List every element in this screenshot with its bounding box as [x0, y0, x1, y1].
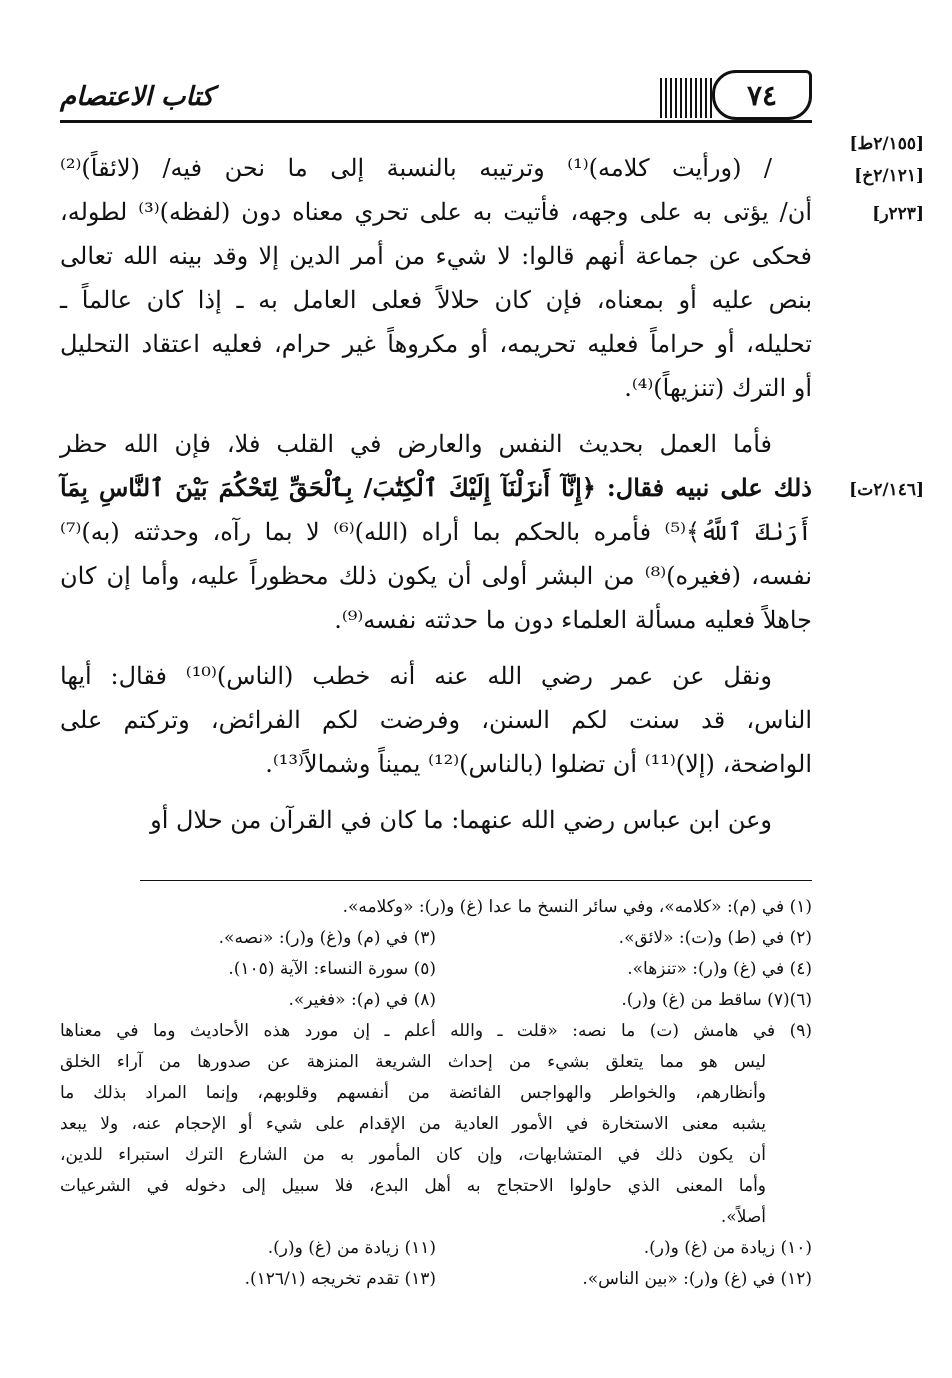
footnote-line: أن يكون ذلك في المتشابهات، وإن كان المأمور به من الشارع الترك استبراء للدين، — [60, 1145, 766, 1165]
page-header — [60, 68, 812, 126]
text-line: ونقل عن عمر رضي الله عنه أنه خطب (الناس)⁽¹⁰⁾ فقال: أيها — [60, 662, 772, 690]
footnote-row — [60, 923, 812, 954]
footnote: (٥) سورة النساء: الآية (١٠٥). — [228, 959, 436, 979]
text-line: تحليله، أو حراماً فعليه تحريمه، أو مكروهاً غير حرام، فعليه اعتقاد التحليل — [60, 330, 812, 358]
page-number: ٧٤ — [712, 70, 812, 120]
footnote-line: وأما المعنى الذي حاولوا الاحتجاج به أهل البدع، فلا سبيل إلى دخوله في الشرعيات — [60, 1176, 766, 1196]
text-line: ذلك على نبيه فقال: ﴿إِنَّآ أَنزَلْنَآ إِلَيْكَ ٱلْكِتَٰبَ/ بِٱلْحَقِّ لِتَحْكُمَ بَيْنَ ٱلنَّاسِ بِمَآ — [60, 473, 812, 502]
footnote-row — [60, 985, 812, 1016]
paragraph — [60, 422, 812, 642]
main-text — [60, 146, 812, 854]
footnote-row — [60, 954, 812, 985]
paragraph — [60, 654, 812, 786]
text-line: الناس، قد سنت لكم السنن، وفرضت لكم الفرائض، وتركتم على — [60, 706, 813, 734]
text-line: / (ورأيت كلامه)⁽¹⁾ وترتيبه بالنسبة إلى ما نحن فيه/ (لائقاً)⁽²⁾ — [60, 154, 773, 182]
footnote: (١١) زيادة من (غ) و(ر). — [267, 1238, 436, 1258]
footnote: (٨) في (م): «فغير». — [288, 990, 436, 1010]
footnote-rule — [140, 880, 812, 881]
footnote: (١٢) في (غ) و(ر): «بين الناس». — [582, 1269, 812, 1289]
text-line: أَرَىٰكَ ٱللَّهُ﴾⁽⁵⁾ فأمره بالحكم بما أراه (الله)⁽⁶⁾ لا بما رآه، وحدثته (به)⁽⁷⁾ — [60, 518, 812, 546]
text-line: أن/ يؤتى به على وجهه، فأتيت به على تحري معناه دون (لفظه)⁽³⁾ لطوله، — [60, 198, 813, 226]
footnote: (٢) في (ط) و(ت): «لائق». — [618, 928, 812, 948]
footnote-line: ليس هو مما يتعلق بشيء من إحداث الشريعة المنزهة عن صدورها من آراء الخلق — [60, 1052, 766, 1072]
text-line: جاهلاً فعليه مسألة العلماء دون ما حدثته نفسه⁽⁹⁾. — [334, 606, 812, 634]
footnote: (١) في (م): «كلامه»، وفي سائر النسخ ما عدا (غ) و(ر): «وكلامه». — [342, 897, 812, 917]
paragraph — [60, 146, 812, 410]
footnote: (٤) في (غ) و(ر): «تنزها». — [627, 959, 812, 979]
margin-ref: [٢/١٥٥ط] — [849, 134, 924, 154]
footnote: (٣) في (م) و(غ) و(ر): «نصه». — [218, 928, 436, 948]
margin-ref: [٢٢٣ر] — [872, 204, 924, 224]
book-title: كتاب الاعتصام — [60, 82, 214, 112]
text-line: بنص عليه أو بمعناه، فإن كان حلالاً فعلى العامل به ـ إذا كان عالماً ـ — [60, 286, 812, 314]
footnote-long — [60, 1016, 812, 1233]
footnote: (١٣) تقدم تخريجه (١٢٦/١). — [244, 1269, 436, 1289]
text-line: الواضحة، (إلا)⁽¹¹⁾ أن تضلوا (بالناس)⁽¹²⁾ يميناً وشمالاً⁽¹³⁾. — [265, 750, 812, 778]
footnote: (٦)(٧) ساقط من (غ) و(ر). — [621, 990, 812, 1010]
text-line: نفسه، (فغيره)⁽⁸⁾ من البشر أولى أن يكون ذلك محظوراً عليه، وأما إن كان — [60, 562, 813, 590]
footnote: (١٠) زيادة من (غ) و(ر). — [643, 1238, 812, 1258]
footnote-line: وأنظارهم، والخواطر والهواجس الفائضة من أنفسهم وقلوبهم، وإنما المراد بذلك ما — [60, 1083, 766, 1103]
paragraph — [60, 798, 812, 842]
text-line: أو الترك (تنزيهاً)⁽⁴⁾. — [624, 374, 812, 402]
text-line: فأما العمل بحديث النفس والعارض في القلب فلا، فإن الله حظر — [60, 430, 772, 458]
footnote-line: (٩) في هامش (ت) ما نصه: «قلت ـ والله أعلم ـ إن مورد هذه الأحاديث وما في معناها — [60, 1021, 812, 1041]
header-rule — [60, 120, 812, 123]
margin-ref: [٢/١٤٦ت] — [849, 480, 924, 500]
footnotes — [60, 892, 812, 1295]
margin-ref: [٢/١٢١خ] — [854, 166, 924, 186]
text-line: وعن ابن عباس رضي الله عنهما: ما كان في القرآن من حلال أو — [150, 806, 772, 834]
header-ornament — [660, 78, 712, 118]
footnote-line: يشبه معنى الاستخارة في الأمور العادية من الإقدام على شيء أو الإحجام عنه، ولا يبعد — [60, 1114, 766, 1134]
text-line: فحكى عن جماعة أنهم قالوا: لا شيء من أمر الدين إلا وقد بينه الله تعالى — [60, 242, 812, 270]
footnote-row — [60, 1233, 812, 1264]
footnote-line: أصلاً». — [720, 1207, 766, 1227]
footnote-row — [60, 1264, 812, 1295]
